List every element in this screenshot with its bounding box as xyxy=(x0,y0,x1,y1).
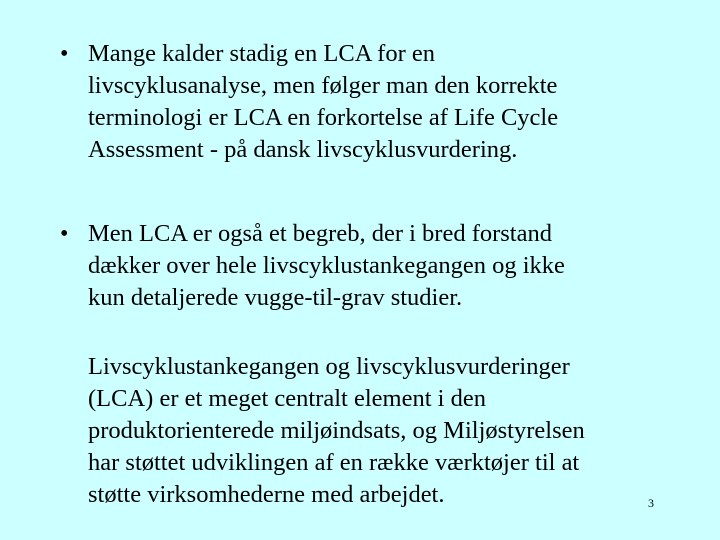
text-line: Men LCA er også et begreb, der i bred forstand xyxy=(88,220,552,247)
page-number: 3 xyxy=(648,496,654,510)
text-line: Livscyklustankegangen og livscyklusvurderinger xyxy=(88,353,570,380)
bullet-icon: • xyxy=(60,41,69,67)
text-line: terminologi er LCA en forkortelse af Life Cycle xyxy=(88,104,559,131)
bullet-text-2 xyxy=(88,218,668,314)
text-line: Assessment - på dansk livscyklusvurdering. xyxy=(88,136,518,163)
text-line: livscyklusanalyse, men følger man den korrekte xyxy=(88,72,558,99)
bullet-icon: • xyxy=(60,221,69,247)
body-paragraph xyxy=(88,351,668,511)
bullet-text-1 xyxy=(88,38,668,166)
text-line: støtte virksomhederne med arbejdet. xyxy=(88,481,445,508)
text-line: kun detaljerede vugge-til-grav studier. xyxy=(88,284,463,311)
text-line: har støttet udviklingen af en række værktøjer til at xyxy=(88,449,580,476)
text-line: dækker over hele livscyklustankegangen og ikke xyxy=(88,252,565,279)
text-line: produktorienterede miljøindsats, og Miljøstyrelsen xyxy=(88,417,585,444)
text-line: (LCA) er et meget centralt element i den xyxy=(88,385,486,412)
text-line: Mange kalder stadig en LCA for en xyxy=(88,40,435,67)
